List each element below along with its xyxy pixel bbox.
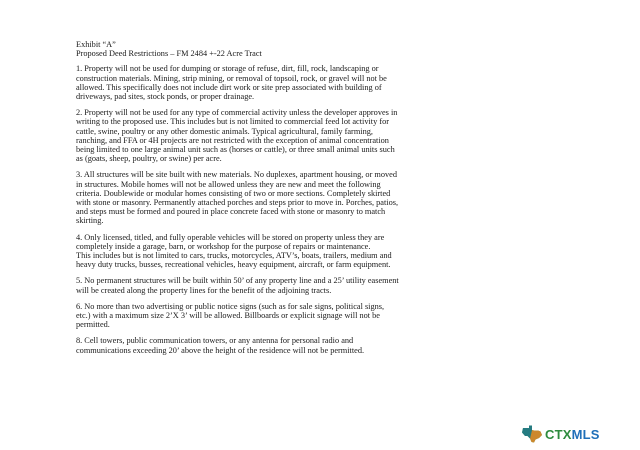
clause-line: completely inside a garage, barn, or workshop for the purpose of repairs or maintenance. [76, 241, 371, 251]
watermark-text-ctx: CTX [545, 426, 572, 442]
clause-line: driveways, pad sites, stock ponds, or proper drainage. [76, 92, 255, 102]
clause-line: and steps must be formed and poured in place concrete faced with stone or masonry to match [76, 207, 386, 217]
clause-line: cattle, swine, poultry or any other domestic animals. Typical agricultural, family farming, [76, 126, 373, 136]
restriction-clause [76, 64, 568, 101]
clause-line: skirting. [76, 216, 104, 226]
clause-line: being limited to one large animal unit such as (horses or cattle), or three small animal units such [76, 145, 395, 155]
restriction-clause [76, 336, 568, 354]
restriction-clause [76, 302, 568, 330]
clause-line: criteria. Doublewide or modular homes consisting of two or more sections. Completely skirted [76, 188, 391, 198]
exhibit-label: Exhibit “A” [76, 40, 116, 49]
clause-line: with stone or masonry. Permanently attached porches and steps prior to move in. Porches, patios, [76, 198, 399, 208]
clause-line: etc.) with a maximum size 2’X 3’ will be allowed. Billboards or explicit signage will not be [76, 311, 380, 321]
clause-line: permitted. [76, 320, 110, 330]
clause-line: 5. No permanent structures will be built within 50’ of any property line and a 25’ utility easement [76, 276, 399, 286]
restriction-clauses [76, 64, 568, 354]
clause-line: 4. Only licensed, titled, and fully operable vehicles will be stored on property unless they are [76, 232, 385, 242]
document-heading [76, 40, 568, 58]
clause-line: 8. Cell towers, public communication towers, or any antenna for personal radio and [76, 336, 354, 346]
document-title: Proposed Deed Restrictions – FM 2484 +-22 Acre Tract [76, 49, 262, 59]
clause-line: ranching, and FFA or 4H projects are not restricted with the exception of animal concentration [76, 135, 389, 145]
texas-map-icon [521, 425, 543, 443]
restriction-clause [76, 170, 568, 225]
clause-line: This includes but is not limited to cars, trucks, motorcycles, ATV’s, boats, trailers, medium and [76, 251, 392, 261]
restriction-clause [76, 276, 568, 294]
clause-line: 2. Property will not be used for any type of commercial activity unless the developer approves in [76, 108, 398, 118]
clause-line: heavy duty trucks, busses, recreational vehicles, heavy equipment, aircraft, or farm equipment. [76, 260, 391, 270]
clause-line: in structures. Mobile homes will not be allowed unless they are new and meet the following [76, 179, 381, 189]
restriction-clause [76, 108, 568, 163]
deed-restrictions-document [76, 40, 568, 362]
clause-line: as (goats, sheep, poultry, or swine) per acre. [76, 154, 222, 164]
clause-line: will be created along the property lines for the benefit of the adjoining tracts. [76, 285, 332, 295]
clause-line: allowed. This specifically does not include dirt work or site prep associated with building of [76, 82, 382, 92]
clause-line: writing to the proposed use. This includes but is not limited to commercial feed lot activity for [76, 117, 389, 127]
watermark-text-mls: MLS [571, 426, 600, 442]
watermark-text [545, 427, 600, 442]
clause-line: 3. All structures will be site built with new materials. No duplexes, apartment housing, or moved [76, 170, 397, 180]
clause-line: construction materials. Mining, strip mining, or removal of topsoil, rock, or gravel will not be [76, 73, 387, 83]
clause-line: 1. Property will not be used for dumping or storage of refuse, dirt, fill, rock, landscaping or [76, 64, 379, 74]
ctxmls-watermark [521, 424, 600, 444]
clause-line: communications exceeding 20’ above the height of the residence will not be permitted. [76, 345, 365, 355]
clause-line: 6. No more than two advertising or public notice signs (such as for sale signs, political signs, [76, 301, 385, 311]
restriction-clause [76, 233, 568, 270]
